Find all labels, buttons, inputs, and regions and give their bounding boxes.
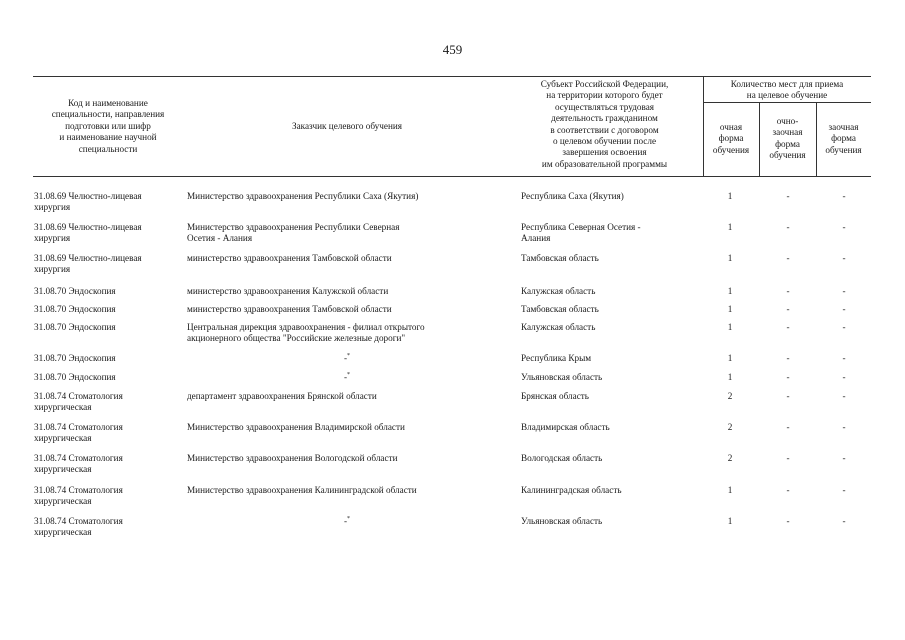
specialty-code: 31.08.70 Эндоскопия (34, 372, 116, 382)
specialty-code: 31.08.69 Челюстно-лицевая хирургия (34, 191, 142, 212)
customer-name: Министерство здравоохранения Республики Саха (Якутия) (187, 191, 419, 201)
federal-subject: Тамбовская область (521, 253, 599, 263)
customer-name: Министерство здравоохранения Владимирской области (187, 422, 405, 432)
fulltime-places: 1 (727, 516, 733, 526)
fulltime-places: 1 (727, 286, 733, 296)
header-quota: Количество мест для приема на целевое обучение (730, 79, 844, 101)
customer-name: -* (343, 353, 351, 363)
mixed-places: - (786, 253, 790, 263)
specialty-code: 31.08.74 Стоматология хирургическая (34, 516, 123, 537)
federal-subject: Калужская область (521, 322, 596, 332)
mixed-places: - (786, 322, 790, 332)
federal-subject: Ульяновская область (521, 516, 603, 526)
header-customer: Заказчик целевого обучения (291, 121, 403, 131)
parttime-places: - (842, 485, 846, 495)
header-subject: Субъект Российской Федерации, на территории которого будет осуществляться трудовая деятельность гражданином в соответствии с договором о целевом обучении после завершения освоения им образовательной программы (540, 79, 669, 169)
header-rule-bottom (33, 176, 871, 177)
fulltime-places: 1 (727, 222, 733, 232)
specialty-code: 31.08.69 Челюстно-лицевая хирургия (34, 222, 142, 243)
parttime-places: - (842, 304, 846, 314)
parttime-places: - (842, 353, 846, 363)
specialty-code: 31.08.74 Стоматология хирургическая (34, 391, 123, 412)
header-rule-quota (703, 102, 871, 103)
customer-name: Центральная дирекция здравоохранения - филиал открытого акционерного общества "Российские железные дороги" (187, 322, 425, 343)
parttime-places: - (842, 253, 846, 263)
federal-subject: Тамбовская область (521, 304, 599, 314)
mixed-places: - (786, 304, 790, 314)
header-mixed: очно- заочная форма обучения (769, 116, 806, 161)
fulltime-places: 1 (727, 191, 733, 201)
federal-subject: Калужская область (521, 286, 596, 296)
specialty-code: 31.08.74 Стоматология хирургическая (34, 422, 123, 443)
mixed-places: - (786, 391, 790, 401)
parttime-places: - (842, 453, 846, 463)
mixed-places: - (786, 353, 790, 363)
specialty-code: 31.08.70 Эндоскопия (34, 353, 116, 363)
specialty-code: 31.08.74 Стоматология хирургическая (34, 453, 123, 474)
parttime-places: - (842, 286, 846, 296)
customer-name: Министерство здравоохранения Вологодской области (187, 453, 398, 463)
mixed-places: - (786, 453, 790, 463)
parttime-places: - (842, 372, 846, 382)
header-fulltime: очная форма обучения (712, 122, 750, 155)
parttime-places: - (842, 391, 846, 401)
customer-name: министерство здравоохранения Тамбовской области (187, 304, 392, 314)
mixed-places: - (786, 372, 790, 382)
mixed-places: - (786, 485, 790, 495)
parttime-places: - (842, 191, 846, 201)
fulltime-places: 1 (727, 485, 733, 495)
mixed-places: - (786, 286, 790, 296)
customer-name: -* (343, 516, 351, 526)
header-code: Код и наименование специальности, направления подготовки или шифр и наименование научной специальности (51, 98, 165, 154)
federal-subject: Калининградская область (521, 485, 622, 495)
federal-subject: Владимирская область (521, 422, 610, 432)
specialty-code: 31.08.74 Стоматология хирургическая (34, 485, 123, 506)
page-number: 459 (442, 42, 463, 57)
fulltime-places: 1 (727, 304, 733, 314)
specialty-code: 31.08.70 Эндоскопия (34, 304, 116, 314)
specialty-code: 31.08.70 Эндоскопия (34, 286, 116, 296)
customer-name: министерство здравоохранения Калужской области (187, 286, 389, 296)
mixed-places: - (786, 422, 790, 432)
fulltime-places: 2 (727, 391, 733, 401)
mixed-places: - (786, 516, 790, 526)
fulltime-places: 2 (727, 422, 733, 432)
federal-subject: Республика Северная Осетия - Алания (521, 222, 641, 243)
customer-name: Министерство здравоохранения Калининградской области (187, 485, 417, 495)
fulltime-places: 1 (727, 353, 733, 363)
federal-subject: Брянская область (521, 391, 589, 401)
specialty-code: 31.08.69 Челюстно-лицевая хирургия (34, 253, 142, 274)
fulltime-places: 1 (727, 322, 733, 332)
customer-name: Министерство здравоохранения Республики Северная Осетия - Алания (187, 222, 400, 243)
federal-subject: Республика Саха (Якутия) (521, 191, 624, 201)
customer-name: департамент здравоохранения Брянской области (187, 391, 377, 401)
header-rule-top (33, 76, 871, 77)
federal-subject: Ульяновская область (521, 372, 603, 382)
mixed-places: - (786, 222, 790, 232)
fulltime-places: 1 (727, 372, 733, 382)
federal-subject: Республика Крым (521, 353, 592, 363)
parttime-places: - (842, 222, 846, 232)
federal-subject: Вологодская область (521, 453, 603, 463)
customer-name: министерство здравоохранения Тамбовской области (187, 253, 392, 263)
parttime-places: - (842, 516, 846, 526)
customer-name: -* (343, 372, 351, 382)
fulltime-places: 2 (727, 453, 733, 463)
parttime-places: - (842, 322, 846, 332)
mixed-places: - (786, 191, 790, 201)
specialty-code: 31.08.70 Эндоскопия (34, 322, 116, 332)
parttime-places: - (842, 422, 846, 432)
header-parttime: заочная форма обучения (825, 122, 862, 155)
fulltime-places: 1 (727, 253, 733, 263)
